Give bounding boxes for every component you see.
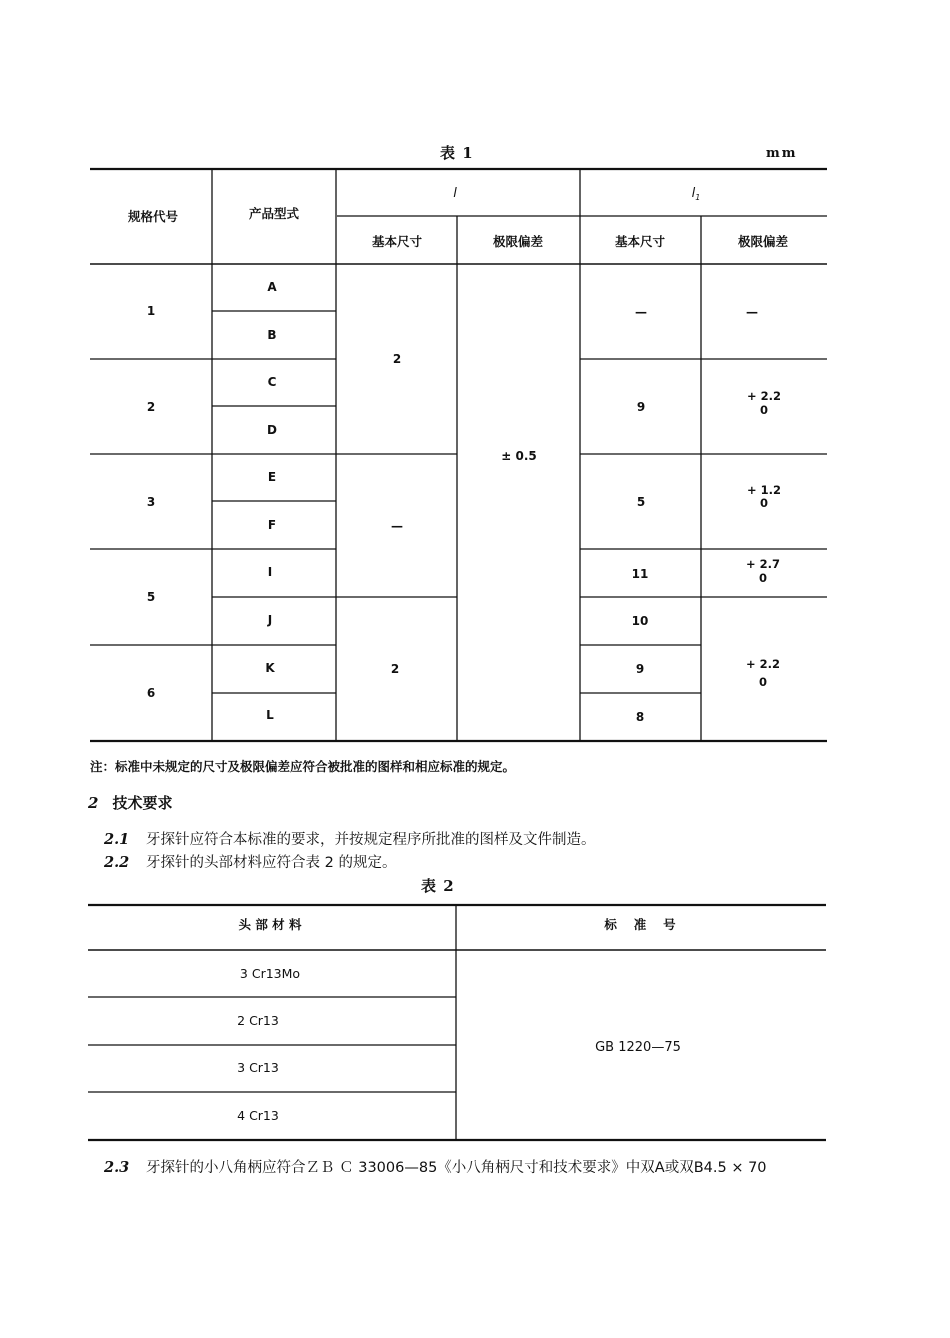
hdr-l1-main: l [691, 186, 696, 201]
type-cell: D [267, 423, 277, 437]
clause-number: 2.2 [104, 854, 130, 871]
table1-unit: mm [766, 146, 798, 161]
clause-text: 牙探针的头部材料应符合表 2 的规定。 [146, 855, 397, 871]
material-cell: 4 Cr13 [237, 1108, 279, 1123]
l1-basic-cell: 8 [635, 710, 645, 724]
l1-tol-upper: + 2.7 [745, 557, 781, 571]
clause-text: 牙探针应符合本标准的要求，并按规定程序所批准的图样及文件制造。 [146, 832, 596, 848]
l1-basic-cell: 9 [635, 662, 645, 676]
clause-2-2 [104, 851, 396, 872]
l1-tol-lower: 0 [758, 571, 768, 585]
hdr-l1 [692, 186, 701, 202]
l-basic-cell: 2 [392, 352, 402, 366]
l1-tol-lower: 0 [759, 403, 769, 417]
l-basic-cell: 2 [390, 662, 400, 676]
table2-col1-header: 头 部 材 料 [238, 917, 302, 932]
type-cell: A [267, 280, 277, 294]
table2-caption: 表 2 [421, 877, 455, 895]
spec-cell: 3 [146, 495, 156, 509]
l1-tol-upper: — [746, 305, 758, 319]
clause-number: 2.3 [104, 1159, 130, 1176]
l1-basic-cell: 10 [631, 614, 649, 628]
type-cell: J [267, 613, 273, 627]
clause-text: 牙探针的小八角柄应符合ＺＢ Ｃ 33006—85《小八角柄尺寸和技术要求》中双A或双B4.5 × 70 [146, 1160, 767, 1176]
hdr-type: 产品型式 [248, 206, 300, 221]
hdr-tol2: 极限偏差 [737, 234, 789, 249]
hdr-tol: 极限偏差 [492, 234, 544, 249]
hdr-spec: 规格代号 [127, 209, 179, 224]
type-cell: F [267, 518, 277, 532]
clause-2-1 [104, 828, 596, 849]
clause-2-3 [104, 1156, 767, 1177]
type-cell: L [266, 708, 274, 722]
hdr-basic: 基本尺寸 [371, 234, 423, 249]
type-cell: C [267, 375, 277, 389]
l1-basic-cell: 9 [636, 400, 646, 414]
section-2-heading [88, 792, 172, 813]
spec-cell: 6 [146, 686, 156, 700]
hdr-l: l [453, 186, 457, 201]
material-cell: 3 Cr13Mo [239, 966, 301, 981]
l1-basic-cell: — [635, 305, 647, 319]
type-cell: K [265, 661, 275, 675]
l-tol-cell: ± 0.5 [501, 449, 537, 463]
standard-cell: GB 1220—75 [595, 1040, 681, 1055]
l1-tol-lower: 0 [758, 675, 768, 689]
table2 [0, 895, 950, 1150]
spec-cell: 5 [146, 590, 156, 604]
l-basic-cell: — [391, 519, 403, 533]
type-cell: B [267, 328, 277, 342]
section-title: 技术要求 [112, 794, 173, 812]
l1-tol-lower: 0 [759, 496, 769, 510]
table1-caption: 表 1 [440, 144, 474, 162]
table2-col2-header: 标 准 号 [604, 917, 676, 932]
material-cell: 3 Cr13 [237, 1060, 279, 1075]
hdr-l1-sub: 1 [695, 193, 701, 202]
section-number: 2 [88, 794, 99, 812]
type-cell: E [267, 470, 277, 484]
l1-tol-upper: + 2.2 [746, 389, 782, 403]
spec-cell: 2 [146, 400, 156, 414]
type-cell: I [267, 565, 273, 579]
hdr-basic2: 基本尺寸 [614, 234, 666, 249]
clause-number: 2.1 [104, 831, 130, 848]
l1-basic-cell: 11 [631, 567, 649, 581]
l1-tol-upper: + 2.2 [745, 657, 781, 671]
l1-basic-cell: 5 [636, 495, 646, 509]
material-cell: 2 Cr13 [237, 1013, 279, 1028]
spec-cell: 1 [146, 304, 156, 318]
table1-note: 注：标准中未规定的尺寸及极限偏差应符合被批准的图样和相应标准的规定。 [90, 759, 516, 774]
l1-tol-upper: + 1.2 [746, 483, 782, 497]
